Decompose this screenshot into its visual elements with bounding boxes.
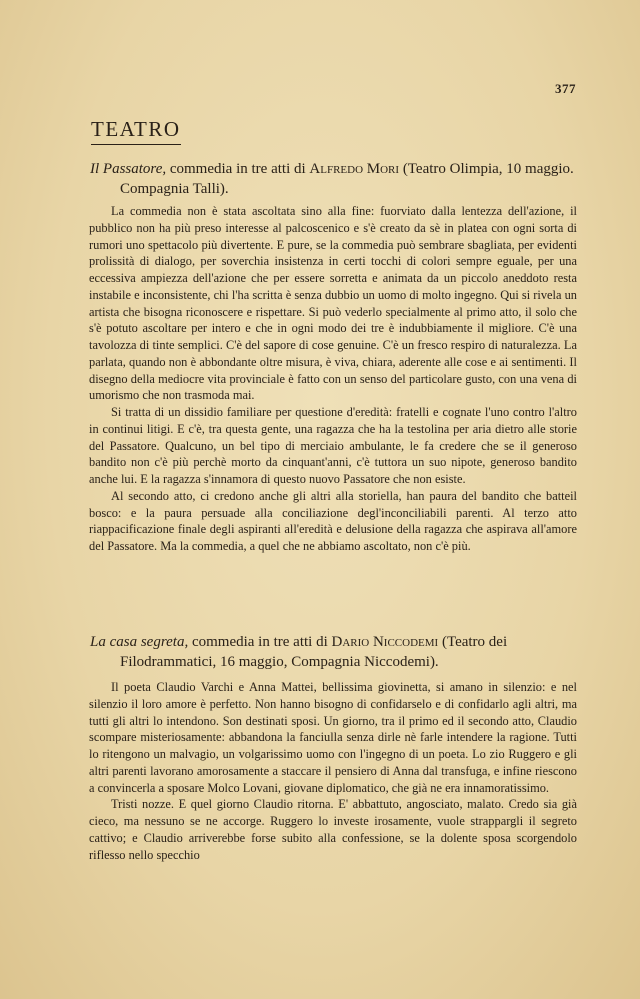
paragraph: Al secondo atto, ci credono anche gli altri alla storiella, han paura del bandito che batteil bosco: e la paura persuade alla conciliazione degl'inconciliabili parenti. Al terzo atto riappacificazione finale degli aspiranti all'eredità e delusione della ragazza che aspirava all'amore del Passatore. Ma la commedia, a quel che ne abbiamo ascoltato, non c'è più. <box>89 488 577 553</box>
paragraph: Si tratta di un dissidio familiare per questione d'eredità: fratelli e cognate l'uno contro l'altro in continui litigi. E c'è, tra questa gente, una ragazza che ha la testolina per aria dietro alle storie del Passatore. Qualcuno, un bel tipo di merciaio ambulante, le fa credere che se il generoso bandito non c'è più perchè morto da cinquant'anni, c'è tuttora un suo nipote, generoso bandito anche lui. E la ragazza s'innamora di questo nuovo Passatore che non esiste. <box>89 405 577 486</box>
heading-text: (Teatro Olimpia, 10 maggio. Compagnia Talli). <box>120 161 574 197</box>
play-title: La casa segreta, <box>90 634 189 650</box>
heading-text: commedia in tre atti di <box>166 161 310 177</box>
paragraph: Il poeta Claudio Varchi e Anna Mattei, bellissima giovinetta, si amano in silenzio: e nel silenzio il loro amore è perfetto. Non hanno bisogno di confidarselo e di confidarlo agli altri, ma tutti gli altri lo intendono. Son destinati sposi. Un giorno, tra il primo ed il secondo atto, Claudio scompare misteriosamente: abbandona la fanciulla senza dirle nè farle intendere la ragione. Tutti lo ritengono un malvagio, un volgarissimo uomo con l'ingegno di un poeta. Lo zio Ruggero e gli altri parenti lavorano amorosamente a staccare il pensiero di Anna dal transfuga, e infine riescono a convincerla a sposare Molco Lovani, giovane diplomatico, che già ne era innamoratissimo. <box>89 680 577 795</box>
review-body <box>89 203 577 555</box>
review-heading <box>90 632 606 672</box>
section-title: TEATRO <box>91 117 181 145</box>
paragraph: La commedia non è stata ascoltata sino alla fine: fuorviato dalla lentezza dell'azione, il pubblico non ha più preso interesse al palcoscenico e s'è creato da sè in platea con ogni sorta di rumori uno spettacolo più divertente. E pure, se la commedia può sembrare sbagliata, per evidenti prolissità di dialogo, per soverchia insistenza in certi tocchi di colori sempre eguale, per una eccessiva ampiezza dell'azione che per essere sorretta e animata da un piccolo aneddoto resta instabile e inconsistente, chi l'ha scritta è senza dubbio un uomo di molto ingegno. Qui si rivela un artista che bisogna riconoscere e rispettare. Si può vederlo specialmente al primo atto, il solo che s'è potuto ascoltare per intero e che in ogni modo dei tre è indubbiamente il migliore. C'è una tavolozza di tinte semplici. C'è del sapore di cose genuine. C'è un fresco respiro di naturalezza. La parlata, quando non è abbondante oltre misura, è viva, chiara, aderente alle cose e ai sentimenti. Il disegno della mediocre vita provinciale è fatto con un senso del particolare gusto, con una vena di umorismo che non trasmoda mai. <box>89 204 577 403</box>
page-number: 377 <box>555 81 576 96</box>
heading-text: commedia in tre atti di <box>188 634 332 650</box>
play-author: Dario Niccodemi <box>331 634 439 650</box>
play-title: Il Passatore, <box>90 161 167 177</box>
review-body <box>89 679 577 863</box>
review-heading <box>90 159 606 199</box>
heading-text: (Teatro dei Filodrammatici, 16 maggio, Compagnia Niccodemi). <box>120 634 508 670</box>
paragraph: Tristi nozze. E quel giorno Claudio ritorna. E' abbattuto, angosciato, malato. Credo sia già cieco, ma nessuno se ne accorge. Ruggero lo investe irosamente, vuole strappargli il segreto cattivo; e Claudio arriverebbe forse subito alla confessione, se la dolente sposa scorgendolo riflesso nello specchio <box>89 797 577 862</box>
play-author: Alfredo Mori <box>309 161 400 177</box>
